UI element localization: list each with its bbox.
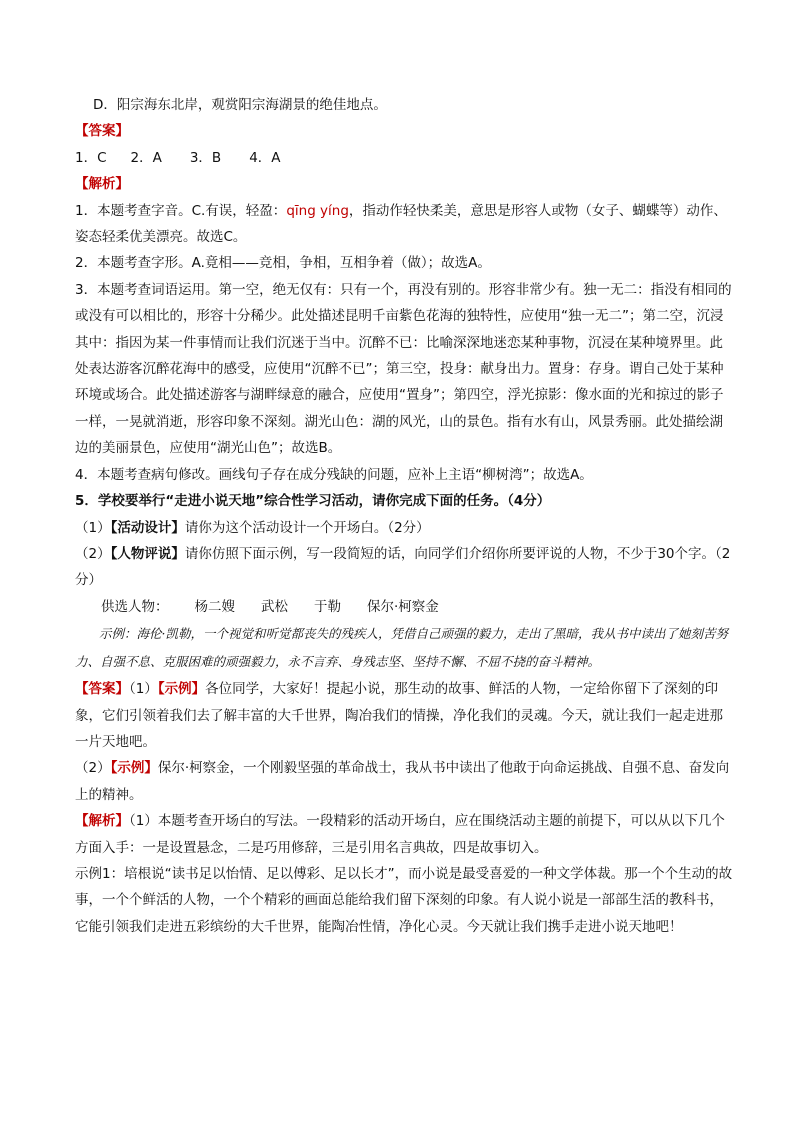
task-1-tag: 【活动设计】 <box>110 519 185 536</box>
analysis-5-text: （1）本题考查开场白的写法。一段精彩的活动开场白，应在围绕活动主题的前提下，可以从以下几个方面入手：一是设置悬念，二是巧用修辞，三是引用名言典故，四是故事切入。 <box>75 813 725 856</box>
answer-5-2 <box>75 755 735 808</box>
answer-5-2-number: （2） <box>75 760 111 777</box>
question-5-task-1 <box>75 515 735 541</box>
answer-heading <box>75 118 735 144</box>
analysis-1-part-a: 1．本题考查字音。C.有误，轻盈： <box>75 202 287 219</box>
person-1: 杨二嫂 <box>194 598 235 615</box>
analysis-1-pinyin: qīng yíng <box>286 202 349 219</box>
analysis-1-part-b: ，指动作轻快柔美，意思是形容人或物（女子、蝴蝶等）动作、姿态轻柔优美漂亮。故选C。 <box>75 202 727 246</box>
person-4: 保尔·柯察金 <box>367 598 439 615</box>
answer-3: 3．B <box>189 149 222 166</box>
analysis-3: 3．本题考查词语运用。第一空，绝无仅有：只有一个，再没有别的。形容非常少有。独一无二：指没有相同的或没有可以相比的，形容十分稀少。此处描述昆明千亩紫色花海的独特性，应使用“独一无二”；第二空，沉浸其中：指因为某一件事情而让我们沉迷于当中。沉醉不已：比喻深深地迷恋某种事物，沉浸在某种境界里。此处表达游客沉醉花海中的感受，应使用“沉醉不已”；第三空，投身：献身出力。置身：存身。谓自己处于某种环境或场合。此处描述游客与湖畔绿意的融合，应使用“置身”；第四空，浮光掠影：像水面的光和掠过的影子一样，一晃就消逝，形容印象不深刻。湖光山色：湖的风光，山的景色。指有水有山，风景秀丽。此处描绘湖边的美丽景色，应使用“湖光山色”；故选B。 <box>75 281 732 457</box>
analysis-heading <box>75 171 735 197</box>
analysis-5 <box>75 808 735 861</box>
task-1-number: （1） <box>75 519 111 536</box>
option-d: D．阳宗海东北岸，观赏阳宗海湖景的绝佳地点。 <box>93 97 387 113</box>
analysis-2: 2．本题考查字形。A.竟相——竞相，争相，互相争着（做）；故选A。 <box>75 255 491 272</box>
answer-2: 2．A <box>130 149 162 166</box>
task-2-text: 请你仿照下面示例，写一段简短的话，向同学们介绍你所要评说的人物，不少于30个字。（2分） <box>75 545 731 589</box>
answer-4: 4．A <box>249 149 281 166</box>
answer-5-1-number: （1） <box>129 681 158 698</box>
people-label: 供选人物： <box>101 598 169 615</box>
analysis-1 <box>75 198 735 251</box>
analysis-5-example: 示例1：培根说“读书足以怡情、足以傅彩、足以长才”，而小说是最受喜爱的一种文学体裁。那一个个生动的故事，一个个鲜活的人物，一个个精彩的画面总能给我们留下深刻的印象。有人说小说是一部部生活的教科书，它能引领我们走进五彩缤纷的大千世界，能陶冶性情，净化心灵。今天就让我们携手走进小说天地吧！ <box>75 865 733 935</box>
task-2-number: （2） <box>75 545 111 562</box>
answer-5-1 <box>75 676 735 755</box>
example-paragraph: 示例：海伦·凯勒，一个视觉和听觉都丧失的残疾人，凭借自己顽强的毅力，走出了黑暗，我从书中读出了她刻苦努力、自强不息、克服困难的顽强毅力，永不言弃、身残志坚、坚持不懈、不屈不挠的奋斗精神。 <box>75 626 728 670</box>
question-5: 5．学校要举行“走进小说天地”综合性学习活动，请你完成下面的任务。（4分） <box>75 493 551 510</box>
analysis-heading-text: 【解析】 <box>75 176 129 193</box>
question-5-task-2 <box>75 541 735 594</box>
answer-5-2-text: 保尔·柯察金，一个刚毅坚强的革命战士，我从书中读出了他敢于向命运挑战、自强不息、奋发向上的精神。 <box>75 760 730 803</box>
document-body <box>75 92 735 940</box>
answer-5-tag: 【答案】 <box>75 681 129 698</box>
candidate-people <box>75 594 735 620</box>
person-2: 武松 <box>261 598 288 615</box>
answer-5-2-example-tag: 【示例】 <box>110 760 158 777</box>
answer-5-1-example-tag: 【示例】 <box>157 681 206 698</box>
answer-list <box>75 145 735 171</box>
analysis-5-tag: 【解析】 <box>75 813 129 830</box>
answer-heading-text: 【答案】 <box>75 123 129 140</box>
answer-1: 1．C <box>75 149 107 166</box>
person-3: 于勒 <box>314 598 341 615</box>
task-2-tag: 【人物评说】 <box>110 545 185 562</box>
answer-5-1-text: 各位同学，大家好！提起小说，那生动的故事、鲜活的人物，一定给你留下了深刻的印象，它们引领着我们去了解丰富的大千世界，陶冶我们的情操，净化我们的灵魂。今天，就让我们一起走进那一片天地吧。 <box>75 681 723 750</box>
task-1-text: 请你为这个活动设计一个开场白。（2分） <box>184 519 430 536</box>
analysis-4: 4．本题考查病句修改。画线句子存在成分残缺的问题，应补上主语“柳树湾”；故选A。 <box>75 466 593 483</box>
